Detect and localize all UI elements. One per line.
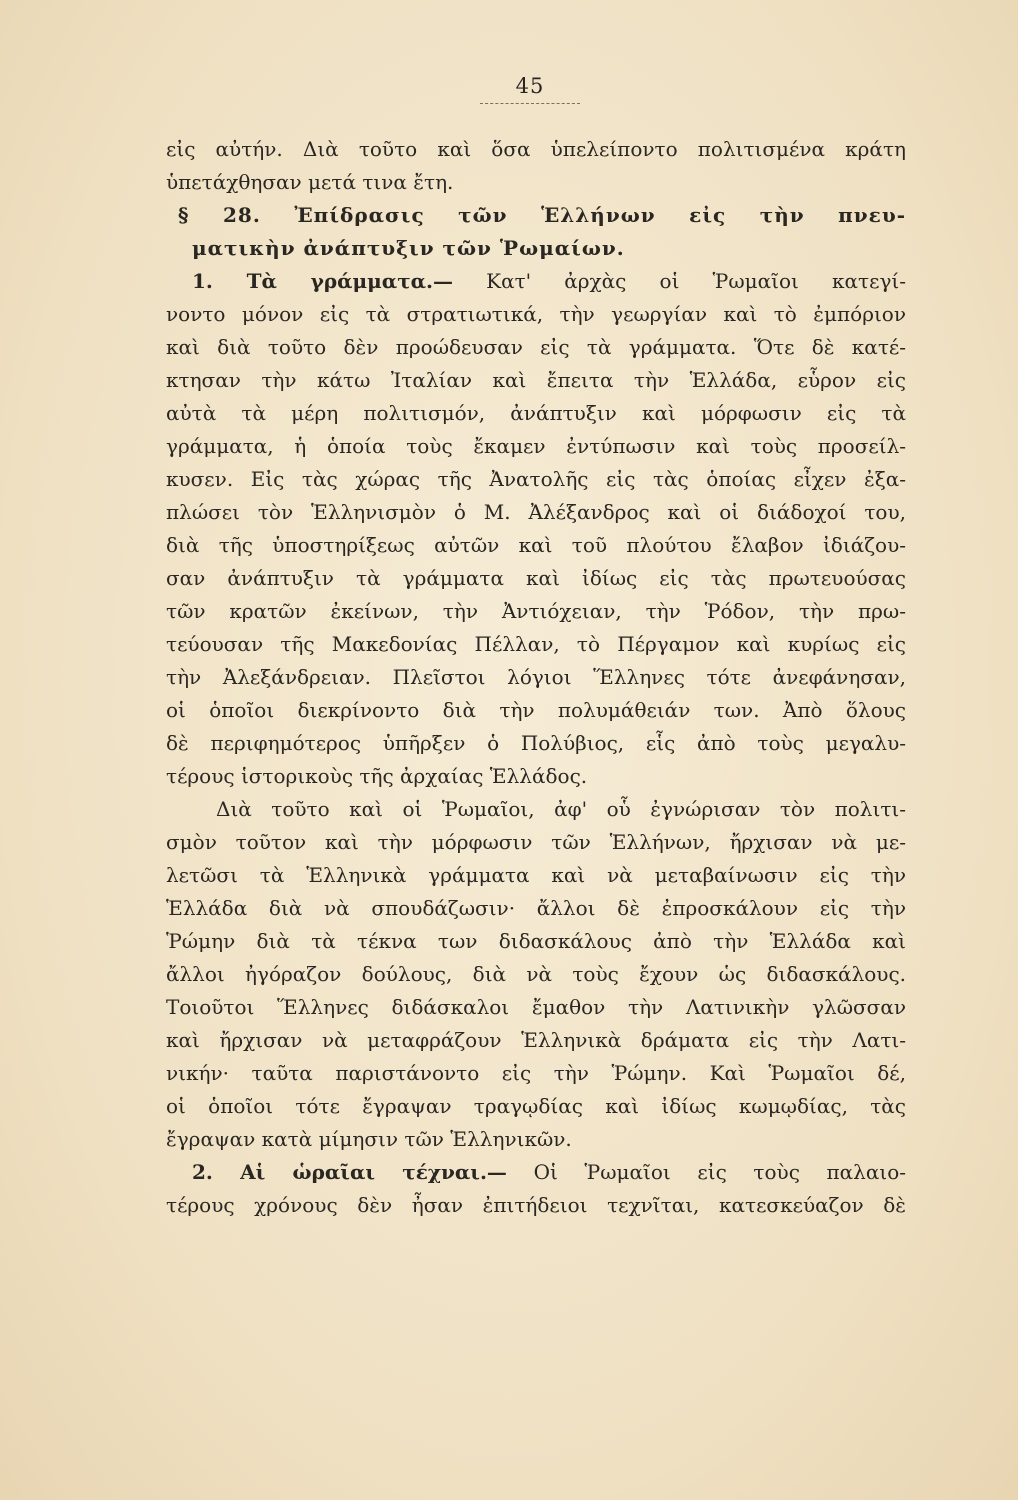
page-number: 45 — [515, 74, 545, 98]
text-line: κτησαν τὴν κάτω Ἰταλίαν καὶ ἔπειτα τὴν Ἑλλάδα, εὗρον εἰς — [166, 368, 906, 392]
subsection-title: 1. Τὰ γράμματα.— — [192, 269, 454, 293]
text-line: σμὸν τοῦτον καὶ τὴν μόρφωσιν τῶν Ἑλλήνων, ἤρχισαν νὰ με- — [166, 830, 906, 854]
text-line: Τοιοῦτοι Ἕλληνες διδάσκαλοι ἔμαθον τὴν Λατινικὴν γλῶσσαν — [166, 995, 906, 1019]
page-number-rule — [480, 103, 580, 104]
text-line: γράμματα, ἡ ὁποία τοὺς ἔκαμεν ἐντύπωσιν καὶ τοὺς προσείλ- — [166, 434, 906, 458]
text-line: πλώσει τὸν Ἑλληνισμὸν ὁ Μ. Ἀλέξανδρος καὶ οἱ διάδοχοί του, — [166, 500, 906, 524]
text-line: αὐτὰ τὰ μέρη πολιτισμόν, ἀνάπτυξιν καὶ μόρφωσιν εἰς τὰ — [166, 401, 906, 425]
subsection-first-line: 2. Αἱ ὡραῖαι τέχναι.— Οἱ Ῥωμαῖοι εἰς τοὺς παλαιο- — [192, 1160, 906, 1184]
text-line: κυσεν. Εἰς τὰς χώρας τῆς Ἀνατολῆς εἰς τὰς ὁποίας εἶχεν ἐξα- — [166, 467, 906, 491]
text-line: τέρους χρόνους δὲν ἦσαν ἐπιτήδειοι τεχνῖται, κατεσκεύαζον δὲ — [166, 1193, 906, 1217]
text-line: τέρους ἱστορικοὺς τῆς ἀρχαίας Ἑλλάδος. — [166, 764, 588, 788]
text-line: τῶν κρατῶν ἐκείνων, τὴν Ἀντιόχειαν, τὴν Ῥόδον, τὴν πρω- — [166, 599, 906, 623]
text-line: Ῥώμην διὰ τὰ τέκνα των διδασκάλους ἀπὸ τὴν Ἑλλάδα καὶ — [166, 929, 906, 953]
text-line: Ἑλλάδα διὰ νὰ σπουδάζωσιν· ἄλλοι δὲ ἐπροσκάλουν εἰς τὴν — [166, 896, 906, 920]
text-line: καὶ διὰ τοῦτο δὲν προώδευσαν εἰς τὰ γράμματα. Ὅτε δὲ κατέ- — [166, 335, 906, 359]
text-line: οἱ ὁποῖοι διεκρίνοντο διὰ τὴν πολυμάθειάν των. Ἀπὸ ὅλους — [166, 698, 906, 722]
text-line: καὶ ἤρχισαν νὰ μεταφράζουν Ἑλληνικὰ δράματα εἰς τὴν Λατι- — [166, 1028, 906, 1052]
subsection-title: 2. Αἱ ὡραῖαι τέχναι.— — [192, 1160, 507, 1184]
subsection-first-line: 1. Τὰ γράμματα.— Κατ' ἀρχὰς οἱ Ῥωμαῖοι κατεγί- — [192, 269, 906, 293]
section-heading: § 28. Ἐπίδρασις τῶν Ἑλλήνων εἰς τὴν πνευ- — [178, 203, 906, 227]
text-line: ἔγραψαν κατὰ μίμησιν τῶν Ἑλληνικῶν. — [166, 1127, 572, 1151]
text-line: λετῶσι τὰ Ἑλληνικὰ γράμματα καὶ νὰ μεταβαίνωσιν εἰς τὴν — [166, 863, 906, 887]
text-line: ὑπετάχθησαν μετά τινα ἔτη. — [166, 170, 454, 194]
text-line: τεύουσαν τῆς Μακεδονίας Πέλλαν, τὸ Πέργαμον καὶ κυρίως εἰς — [166, 632, 906, 656]
text-line: νικήν· ταῦτα παριστάνοντο εἰς τὴν Ῥώμην. Καὶ Ῥωμαῖοι δέ, — [166, 1061, 906, 1085]
text-line: εἰς αὐτήν. Διὰ τοῦτο καὶ ὅσα ὑπελείποντο πολιτισμένα κράτη — [166, 137, 906, 161]
text-line: τὴν Ἀλεξάνδρειαν. Πλεῖστοι λόγιοι Ἕλληνες τότε ἀνεφάνησαν, — [166, 665, 906, 689]
text-line: σαν ἀνάπτυξιν τὰ γράμματα καὶ ἰδίως εἰς τὰς πρωτευούσας — [166, 566, 906, 590]
text-line: διὰ τῆς ὑποστηρίξεως αὐτῶν καὶ τοῦ πλούτου ἔλαβον ἰδιάζου- — [166, 533, 906, 557]
text-line: νοντο μόνον εἰς τὰ στρατιωτικά, τὴν γεωργίαν καὶ τὸ ἐμπόριον — [166, 302, 906, 326]
body-text — [166, 133, 906, 1222]
text-line: δὲ περιφημότερος ὑπῆρξεν ὁ Πολύβιος, εἷς ἀπὸ τοὺς μεγαλυ- — [166, 731, 906, 755]
section-heading: ματικὴν ἀνάπτυξιν τῶν Ῥωμαίων. — [192, 236, 625, 260]
paragraph-first-line: Διὰ τοῦτο καὶ οἱ Ῥωμαῖοι, ἀφ' οὗ ἐγνώρισαν τὸν πολιτι- — [216, 797, 906, 821]
text-line: ἄλλοι ἠγόραζον δούλους, διὰ νὰ τοὺς ἔχουν ὡς διδασκάλους. — [166, 962, 906, 986]
text-line: οἱ ὁποῖοι τότε ἔγραψαν τραγῳδίας καὶ ἰδίως κωμῳδίας, τὰς — [166, 1094, 906, 1118]
